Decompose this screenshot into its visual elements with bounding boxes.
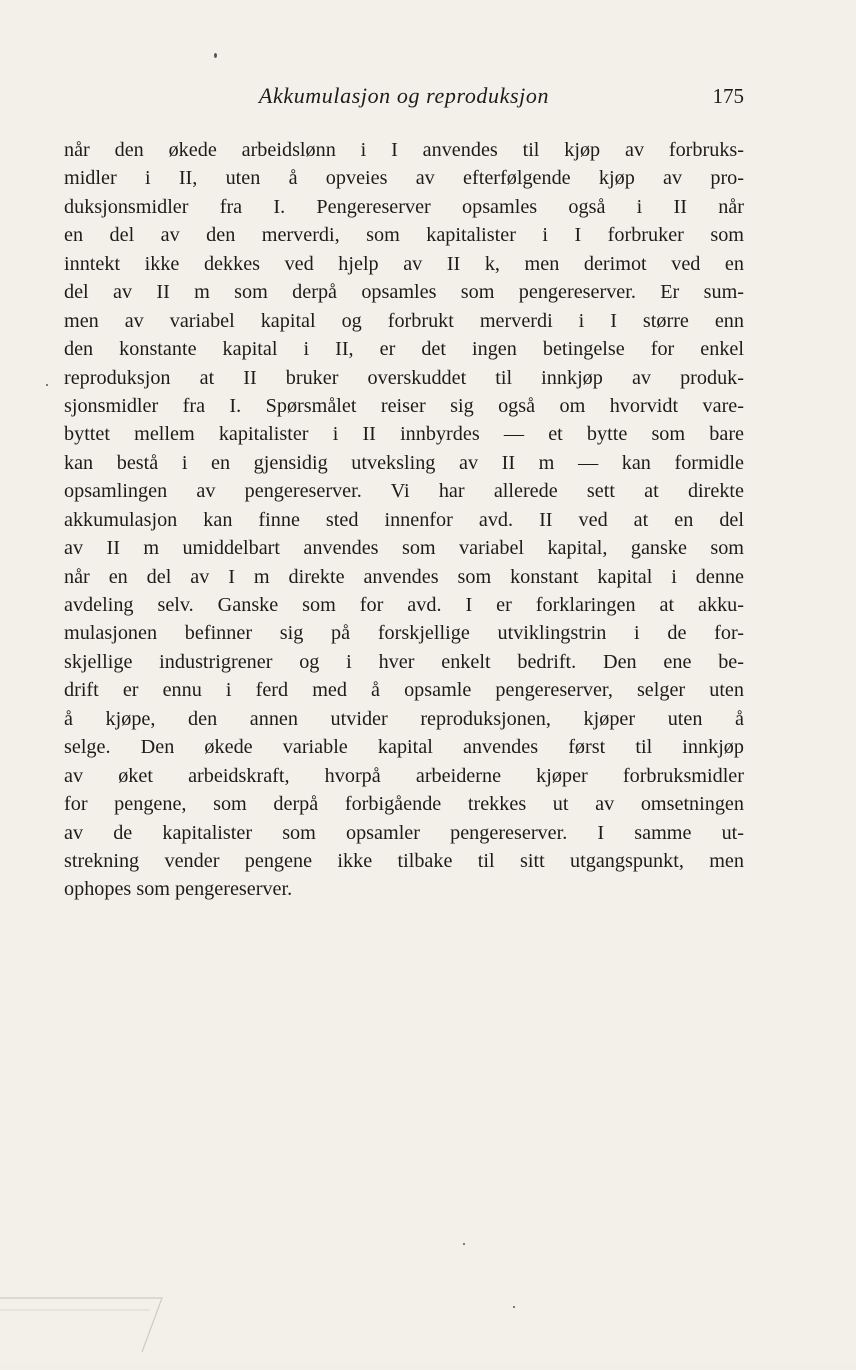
text-line: av II m umiddelbart anvendes som variabel kapital, ganske som [64,537,744,560]
text-line: del av II m som derpå opsamles som pengereserver. Er sum- [64,281,744,304]
text-line: når den økede arbeidslønn i I anvendes til kjøp av forbruks- [64,139,744,161]
text-line: opsamlingen av pengereserver. Vi har allerede sett at direkte [64,480,744,503]
text-line: når en del av I m direkte anvendes som konstant kapital i denne [64,565,744,588]
running-title: Akkumulasjon og reproduksjon [258,83,550,108]
text-line: skjellige industrigrener og i hver enkelt bedrift. Den ene be- [64,650,744,673]
text-line: avdeling selv. Ganske som for avd. I er forklaringen at akku- [64,594,744,616]
ink-speck [513,1306,515,1308]
page-number: 175 [712,84,744,108]
text-line: å kjøpe, den annen utvider reproduksjonen, kjøper uten å [64,707,744,730]
text-line: av øket arbeidskraft, hvorpå arbeiderne kjøper forbruksmidler [64,764,744,787]
text-line: akkumulasjon kan finne sted innenfor avd. II ved at en del [64,508,744,531]
text-line: men av variabel kapital og forbrukt merverdi i I større enn [64,309,744,332]
running-header [64,80,744,112]
text-line: sjonsmidler fra I. Spørsmålet reiser sig også om hvorvidt vare- [64,394,744,417]
text-line: mulasjonen befinner sig på forskjellige utviklingstrin i de for- [64,622,744,645]
text-line: den konstante kapital i II, er det ingen betingelse for enkel [64,338,744,361]
text-line: inntekt ikke dekkes ved hjelp av II k, men derimot ved en [64,252,744,275]
ink-speck [463,1243,465,1245]
text-line: drift er ennu i ferd med å opsamle pengereserver, selger uten [64,679,744,702]
text-line-last: ophopes som pengereserver. [64,878,293,901]
ink-speck [214,53,217,58]
text-line: duksjonsmidler fra I. Pengereserver opsamles også i II når [64,195,744,218]
text-line: av de kapitalister som opsamler pengereserver. I samme ut- [64,821,744,844]
text-line: midler i II, uten å opveies av efterfølgende kjøp av pro- [64,167,744,190]
ink-speck [46,384,48,386]
text-line: en del av den merverdi, som kapitalister i I forbruker som [64,224,744,247]
text-line: reproduksjon at II bruker overskuddet til innkjøp av produk- [64,366,744,389]
text-line: selge. Den økede variable kapital anvendes først til innkjøp [64,736,744,759]
text-line: kan bestå i en gjensidig utveksling av II m — kan formidle [64,451,744,474]
body-text [64,136,744,904]
pencil-mark [0,1280,200,1370]
text-line: strekning vender pengene ikke tilbake til sitt utgangspunkt, men [64,849,744,872]
text-line: byttet mellem kapitalister i II innbyrdes — et bytte som bare [64,423,744,446]
text-line: for pengene, som derpå forbigående trekkes ut av omsetningen [64,793,744,816]
